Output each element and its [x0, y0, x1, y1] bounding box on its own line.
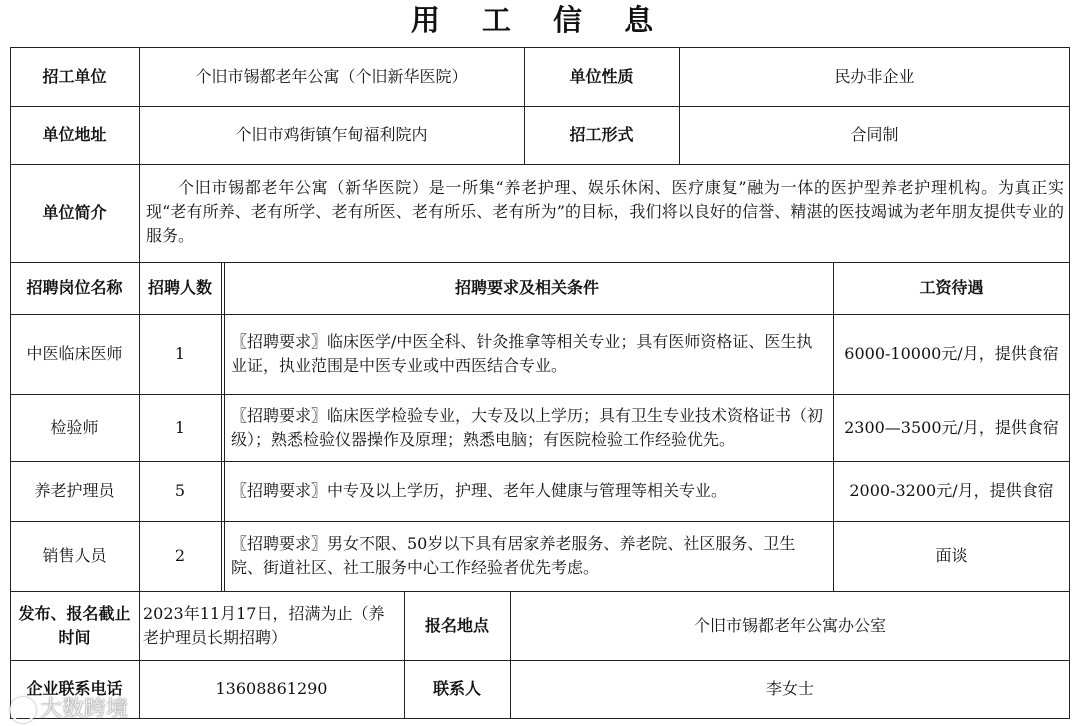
job-position: 检验师	[50, 417, 99, 437]
page-title: 用 工 信 息	[410, 3, 670, 37]
job-salary: 面谈	[935, 546, 968, 565]
header-position: 招聘岗位名称	[26, 278, 123, 297]
job-count: 2	[174, 546, 186, 565]
watermark-circle-icon	[10, 697, 36, 723]
watermark-logo	[10, 692, 128, 723]
job-salary: 2000-3200元/月，提供食宿	[849, 481, 1054, 500]
watermark-text: 大数跨境	[40, 697, 129, 722]
form-label: 招工形式	[569, 125, 634, 144]
job-position: 中医临床医师	[26, 344, 123, 363]
nature-label: 单位性质	[569, 67, 634, 86]
nature-value: 民办非企业	[834, 67, 915, 86]
job-count: 5	[174, 481, 186, 500]
job-salary: 6000-10000元/月，提供食宿	[844, 344, 1059, 363]
deadline-value: 2023年11月17日，招满为止（养老护理员长期招聘）	[143, 603, 385, 647]
job-requirements: 〖招聘要求〗临床医学检验专业，大专及以上学历；具有卫生专业技术资格证书（初级）；熟悉检验仪器操作及原理；熟悉电脑；有医院检验工作经验优先。	[231, 405, 824, 449]
phone-value: 13608861290	[215, 679, 328, 698]
location-label: 报名地点	[424, 615, 489, 635]
contact-value: 李女士	[765, 679, 814, 698]
address-label: 单位地址	[42, 125, 107, 144]
job-requirements: 〖招聘要求〗男女不限、50岁以下具有居家养老服务、养老院、社区服务、卫生院、街道社区、社工服务中心工作经验者优先考虑。	[231, 534, 796, 577]
job-requirements: 〖招聘要求〗中专及以上学历，护理、老年人健康与管理等相关专业。	[231, 481, 728, 500]
header-count: 招聘人数	[147, 278, 212, 297]
employer-value: 个旧市锡都老年公寓（个旧新华医院）	[195, 67, 468, 86]
form-value: 合同制	[850, 125, 899, 144]
job-count: 1	[174, 344, 186, 363]
job-position: 销售人员	[42, 546, 107, 565]
header-salary: 工资待遇	[919, 278, 984, 297]
address-value: 个旧市鸡街镇乍甸福利院内	[235, 125, 428, 144]
contact-label: 联系人	[432, 679, 481, 698]
job-position: 养老护理员	[34, 481, 115, 500]
job-requirements: 〖招聘要求〗临床医学/中医全科、针灸推拿等相关专业；具有医师资格证、医生执业证，执业范围是中医专业或中西医结合专业。	[231, 332, 813, 375]
job-salary: 2300—3500元/月，提供食宿	[844, 417, 1059, 437]
phone-label: 企业联系电话	[26, 679, 123, 698]
location-value: 个旧市锡都老年公寓办公室	[693, 615, 886, 635]
intro-text: 个旧市锡都老年公寓（新华医院）是一所集“养老护理、娱乐休闲、医疗康复”融为一体的医护型养老护理机构。为真正实现“老有所养、老有所学、老有所医、老有所乐、老有所为”的目标，我们将以良好的信誉、精湛的医技竭诚为老年朋友提供专业的服务。	[146, 178, 1064, 245]
deadline-label: 发布、报名截止时间	[18, 603, 131, 647]
employer-label: 招工单位	[42, 67, 107, 86]
job-count: 1	[174, 417, 186, 437]
header-requirements: 招聘要求及相关条件	[454, 278, 599, 297]
intro-label: 单位简介	[42, 203, 107, 222]
